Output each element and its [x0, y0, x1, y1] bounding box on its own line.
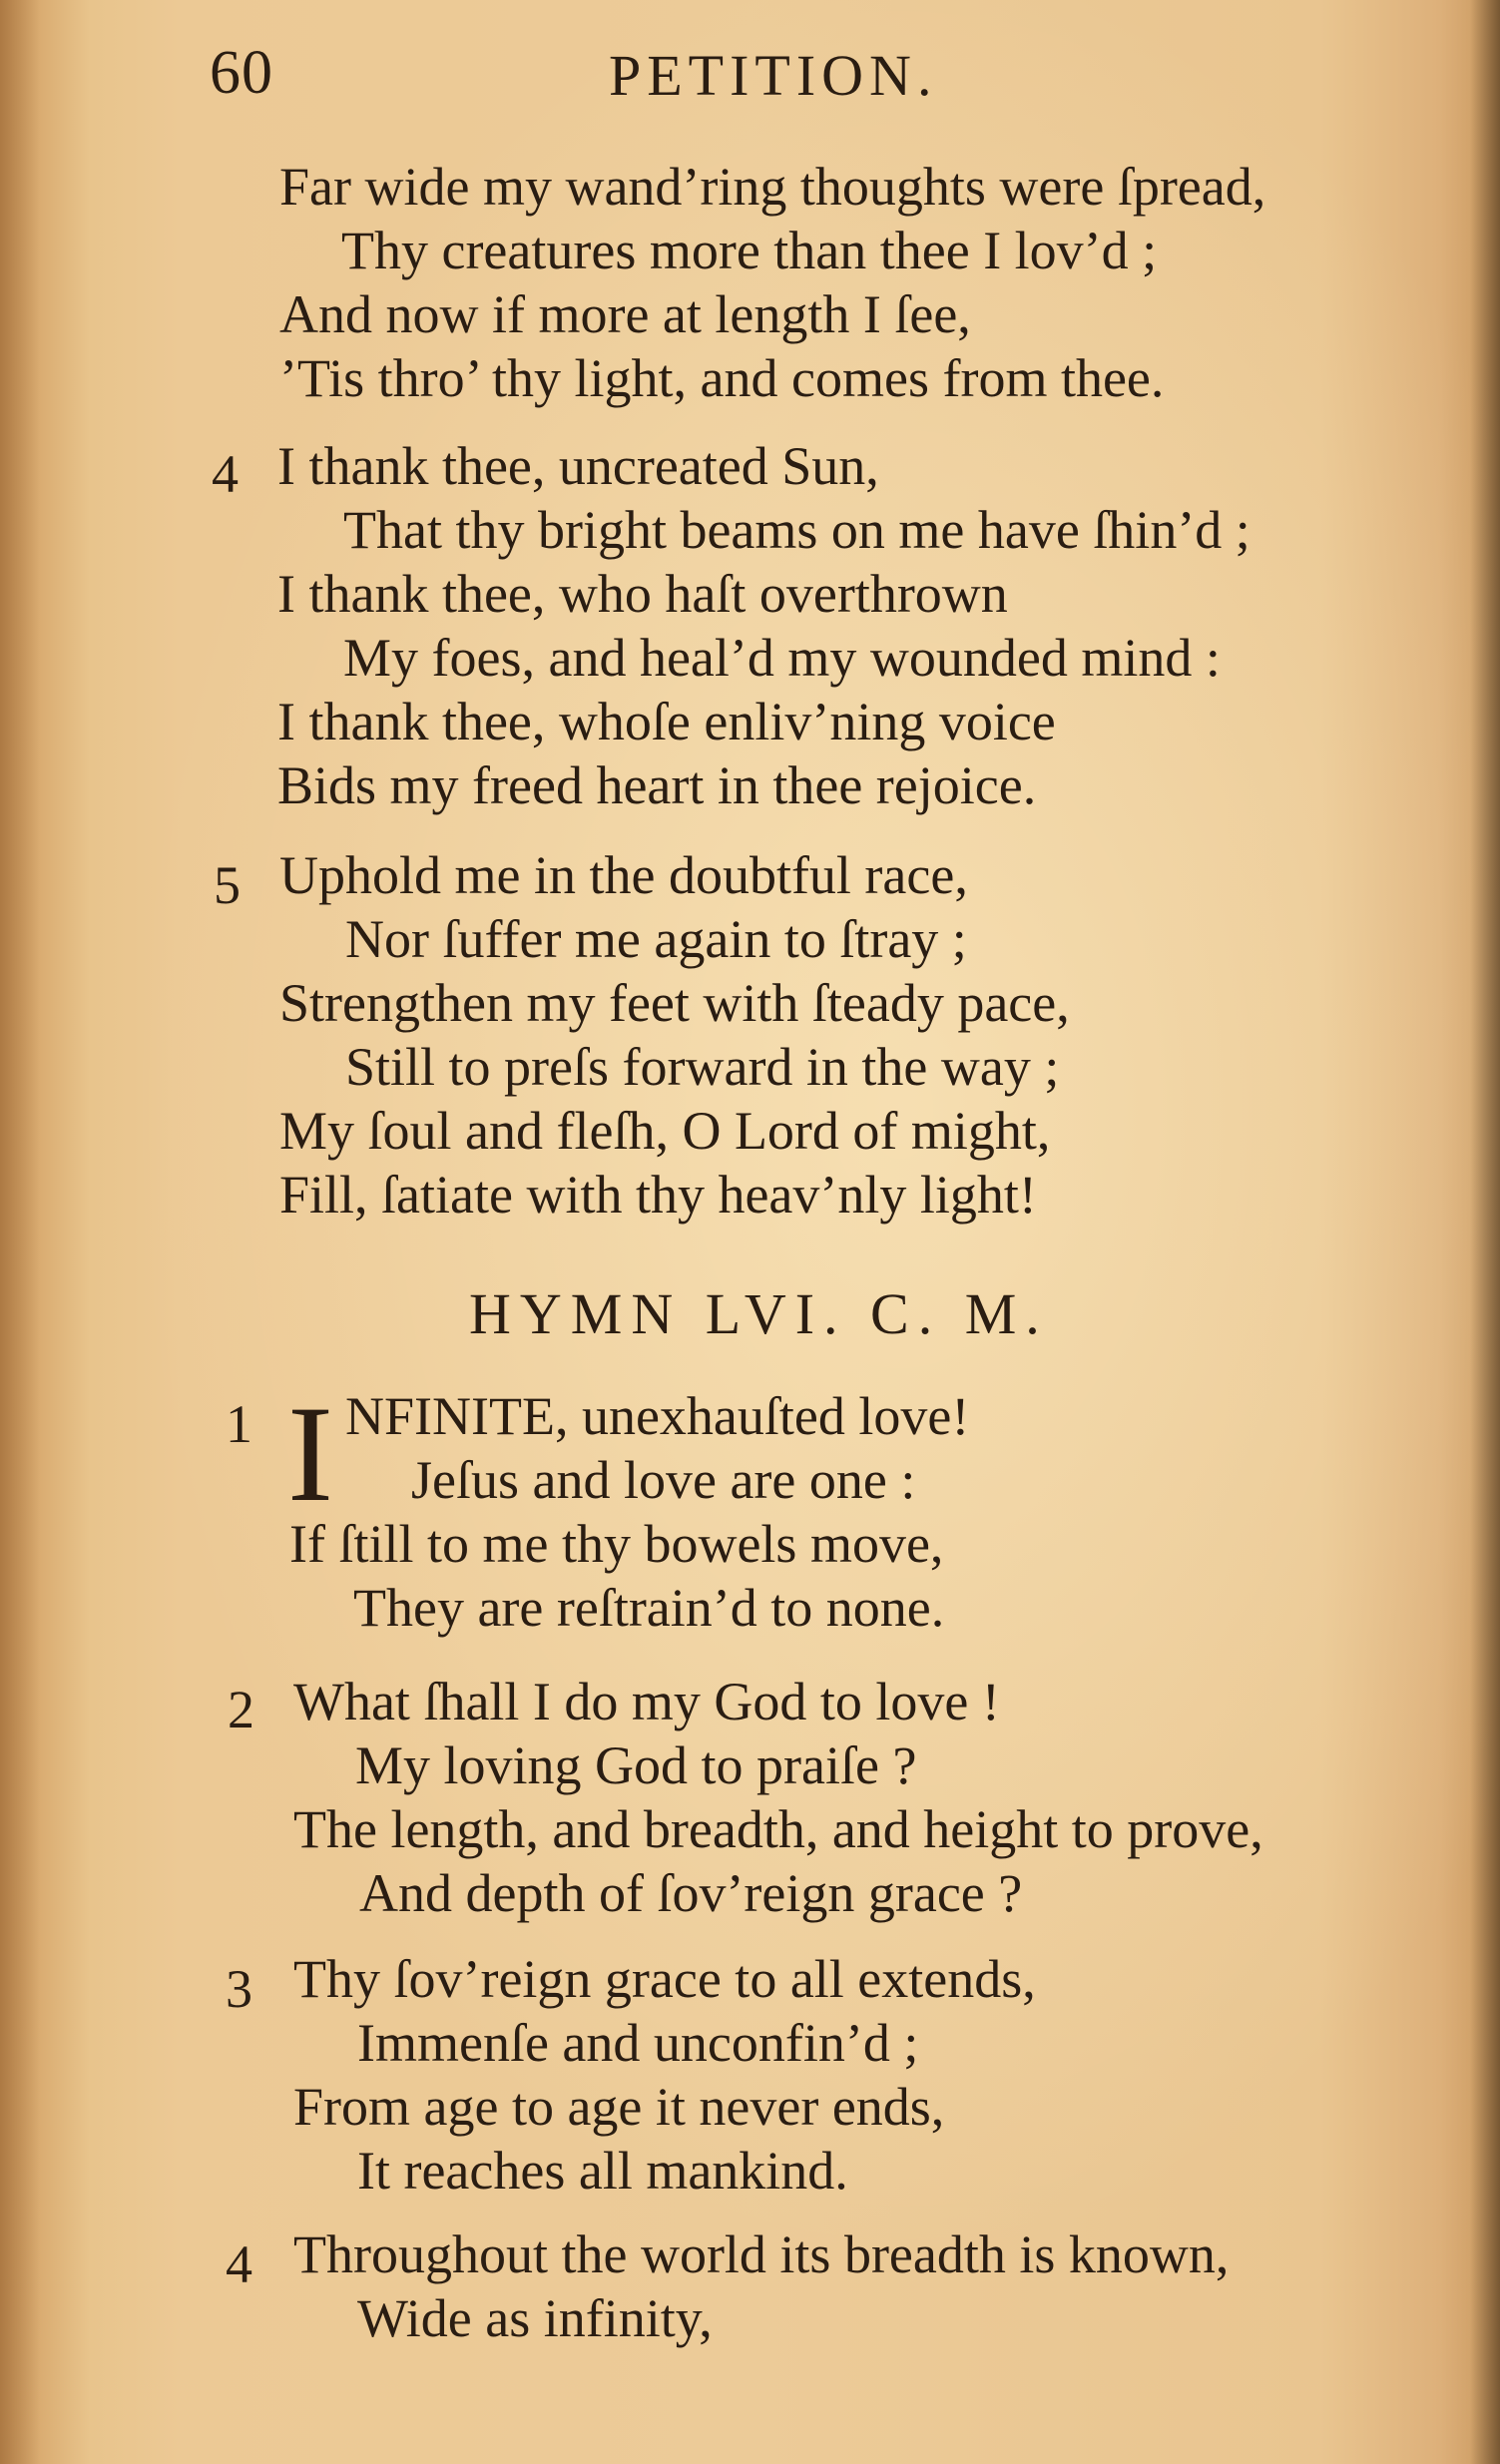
verse-line: Strengthen my feet with ſteady pace,	[279, 973, 1070, 1033]
verse-line: I thank thee, uncreated Sun,	[277, 436, 879, 496]
verse-line: If ſtill to me thy bowels move,	[289, 1514, 944, 1574]
verse-number: 3	[226, 1959, 252, 2019]
page-number: 60	[210, 39, 273, 107]
verse-line: My loving God to praiſe ?	[355, 1735, 917, 1795]
verse-line: They are reſtrain’d to none.	[353, 1578, 945, 1638]
verse-number: 2	[228, 1680, 254, 1739]
verse-line: Far wide my wand’ring thoughts were ſpread,	[279, 157, 1266, 217]
verse-line: ’Tis thro’ thy light, and comes from thee.	[279, 348, 1165, 408]
verse-line: Nor ſuffer me again to ſtray ;	[345, 909, 967, 969]
verse-line: Jeſus and love are one :	[411, 1450, 916, 1510]
verse-line: Fill, ſatiate with thy heav’nly light!	[279, 1165, 1037, 1225]
stanza-number: 5	[214, 855, 241, 915]
stanza-number: 4	[212, 444, 239, 504]
verse-line: Still to preſs forward in the way ;	[345, 1037, 1060, 1097]
hymn-title: HYMN LVI. C. M.	[469, 1281, 1049, 1346]
verse-line: Uphold me in the doubtful race,	[279, 845, 968, 905]
verse-line: Throughout the world its breadth is known,	[293, 2224, 1230, 2284]
verse-line: And now if more at length I ſee,	[279, 284, 971, 344]
verse-line: What ſhall I do my God to love !	[293, 1672, 1000, 1731]
page-header	[210, 38, 1407, 118]
verse-line: NFINITE, unexhauſted love!	[345, 1386, 970, 1446]
verse-line: And depth of ſov’reign grace ?	[359, 1863, 1023, 1923]
page-edge-shadow-right	[1470, 0, 1500, 2464]
page-edge-shadow-left	[0, 0, 40, 2464]
drop-cap: I	[287, 1377, 333, 1530]
verse-line: Thy creatures more than thee I lov’d ;	[341, 221, 1158, 280]
running-head: PETITION.	[609, 43, 938, 108]
verse-line: It reaches all mankind.	[357, 2141, 848, 2201]
verse-line: I thank thee, whoſe enliv’ning voice	[277, 692, 1056, 751]
verse-line: The length, and breadth, and height to prove,	[293, 1799, 1263, 1859]
verse-line: That thy bright beams on me have ſhin’d ;	[343, 500, 1250, 560]
verse-line: My ſoul and fleſh, O Lord of might,	[279, 1101, 1051, 1161]
verse-number: 1	[226, 1394, 252, 1454]
verse-line: Bids my freed heart in thee rejoice.	[277, 755, 1037, 815]
verse-line: Wide as infinity,	[357, 2288, 713, 2348]
verse-line: I thank thee, who haſt overthrown	[277, 564, 1008, 624]
verse-line: My foes, and heal’d my wounded mind :	[343, 628, 1221, 688]
verse-line: Thy ſov’reign grace to all extends,	[293, 1949, 1036, 2009]
verse-line: Immenſe and unconfin’d ;	[357, 2013, 919, 2073]
verse-number: 4	[226, 2234, 252, 2294]
verse-line: From age to age it never ends,	[293, 2077, 945, 2137]
